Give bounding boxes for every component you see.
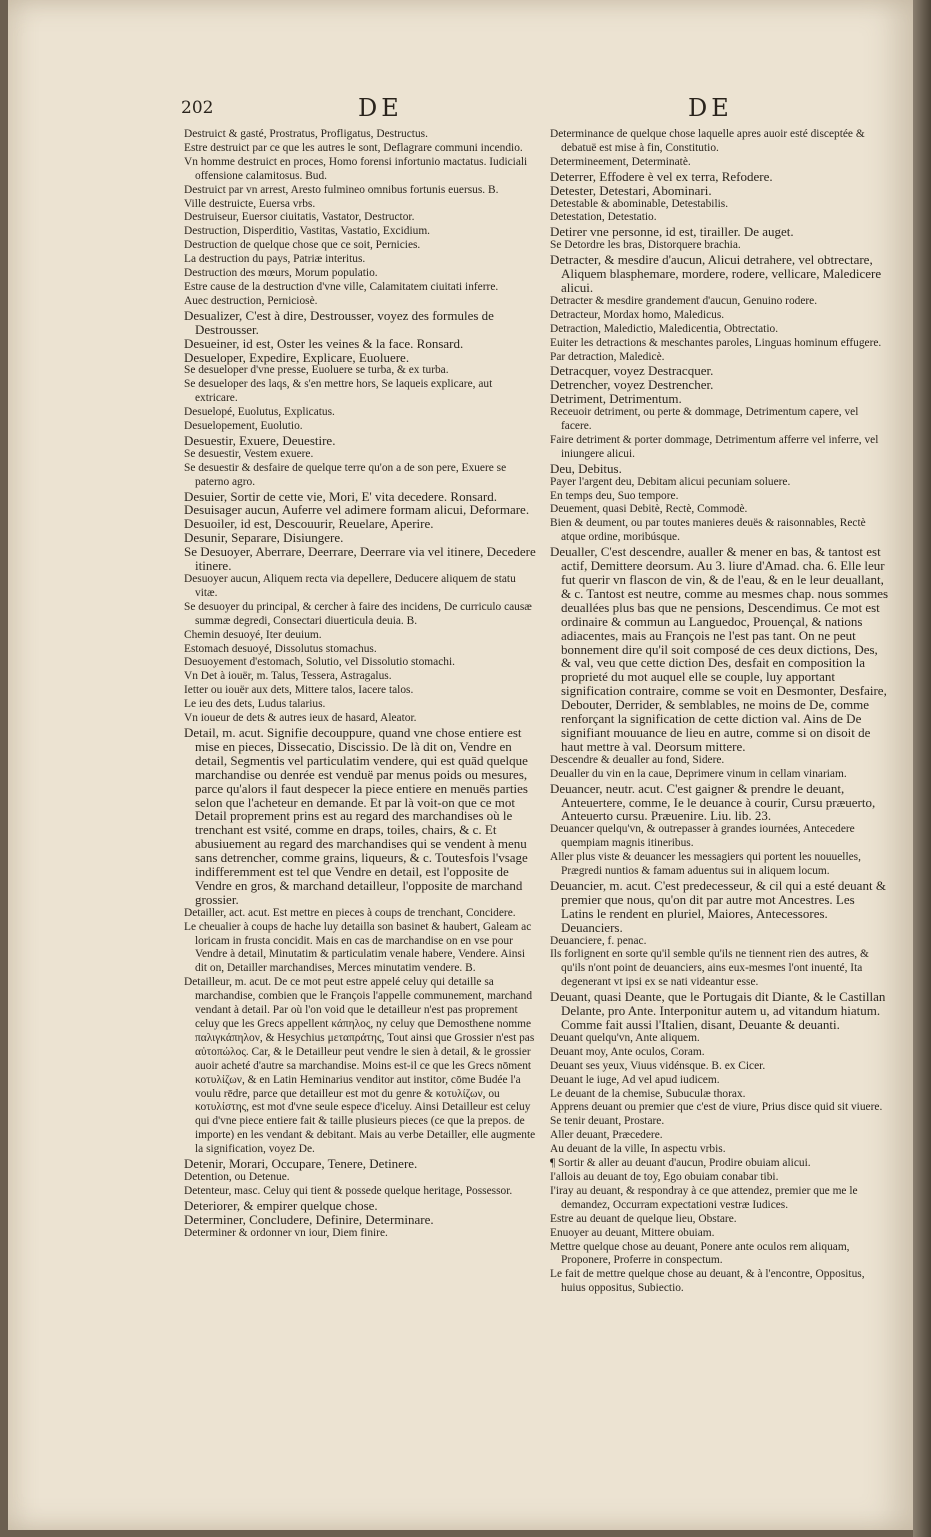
- dictionary-entry: Se desuoyer du principal, & cercher à faire des incidens, De curriculo causæ summæ degredi, Consectari diuerticula deuia. B.: [184, 600, 532, 627]
- dictionary-entry: Se Desuoyer, Aberrare, Deerrare, Deerrare via vel itinere, Decedere itinere.: [184, 544, 536, 574]
- dictionary-entry: Desuestir, Exuere, Deuestire.: [184, 432, 336, 448]
- page-edge: [913, 0, 931, 1537]
- dictionary-entry: Detailler, act. acut. Est mettre en pieces à coups de trenchant, Concidere.: [184, 906, 516, 919]
- dictionary-entry: Deteriorer, & empirer quelque chose.: [184, 1197, 378, 1213]
- dictionary-entry: Euiter les detractions & meschantes paroles, Linguas hominum effugere.: [550, 336, 882, 349]
- dictionary-entry: Desuoyement d'estomach, Solutio, vel Dissolutio stomachi.: [184, 656, 455, 669]
- dictionary-entry: Determiner, Concludere, Definire, Determinare.: [184, 1211, 434, 1227]
- dictionary-entry: Deualler, C'est descendre, aualler & mener en bas, & tantost est actif, Demittere deorsum. Au 3. liure d'Amad. cha. 6. Elle leur fut querir vn flascon de vin, & de l'eau, & en le leur deuallant, & c. Tantost est neutre, comme au mesmes chap. nous sommes deuallées plus bas que ne pensions, Descendimus. Ce mot est ordinaire & commun au Languedoc, Prouençal, & nations adiacentes, mais au François ne l'est pas tant. On ne peut bonnement dire qu'il soit composé de ces deux dictions, Des, & val, veu que cette diction Des, desfait en composition la proprieté du mot auquel elle se couple, luy apportant signification contraire, comme se voit en Desmonter, Desfaire, Debouter, Derrider, & semblables, ne moins de De, comme renforçant la signification de cette diction val. Ains de De signifiant mouuance de lieu en autre, comme si on disoit de haut mettre à val. Deorsum mittere.: [550, 544, 889, 754]
- dictionary-entry: Aller deuant, Præcedere.: [550, 1129, 663, 1142]
- dictionary-entry: Desuier, Sortir de cette vie, Mori, E' vita decedere. Ronsard.: [184, 488, 497, 504]
- dictionary-entry: Deuancer quelqu'vn, & outrepasser à grandes iournées, Antecedere quempiam magnis itineribus.: [550, 823, 855, 850]
- dictionary-entry: En temps deu, Suo tempore.: [550, 489, 679, 502]
- dictionary-entry: Se desueloper des laqs, & s'en mettre hors, Se laqueis explicare, aut extricare.: [184, 378, 493, 405]
- dictionary-entry: Bien & deument, ou par toutes manieres deuës & raisonnables, Rectè atque ordine, moribúsque.: [550, 517, 866, 544]
- dictionary-entry: Vn ioueur de dets & autres ieux de hasard, Aleator.: [184, 712, 417, 725]
- dictionary-entry: Detenir, Morari, Occupare, Tenere, Detinere.: [184, 1156, 418, 1172]
- dictionary-entry: Desuelopement, Euolutio.: [184, 420, 303, 433]
- dictionary-entry: Par detraction, Maledicè.: [550, 350, 665, 363]
- dictionary-entry: Determineement, Determinatè.: [550, 155, 691, 168]
- dictionary-entry: Deuancier, m. acut. C'est predecesseur, & cil qui a esté deuant & premier que nous, qu'on dit par autre mot Ancestres. Les Latins le rendent en pluriel, Maiores, Antecessores. Deuanciers.: [550, 877, 886, 935]
- dictionary-entry: Detracteur, Mordax homo, Maledicus.: [550, 308, 725, 321]
- dictionary-entry: Receuoir detriment, ou perte & dommage, Detrimentum capere, vel facere.: [550, 406, 859, 433]
- dictionary-entry: Desunir, Separare, Disiungere.: [184, 530, 344, 546]
- dictionary-entry: Deuant le iuge, Ad vel apud iudicem.: [550, 1073, 720, 1086]
- dictionary-entry: Estomach desuoyé, Dissolutus stomachus.: [184, 642, 377, 655]
- dictionary-entry: Deuant quelqu'vn, Ante aliquem.: [550, 1031, 700, 1044]
- dictionary-entry: Deualler du vin en la caue, Deprimere vinum in cellam vinariam.: [550, 767, 847, 780]
- dictionary-entry: Detention, ou Detenue.: [184, 1170, 290, 1183]
- dictionary-entry: Se Detordre les bras, Distorquere brachia.: [550, 239, 741, 252]
- dictionary-entry: Detestable & abominable, Detestabilis.: [550, 197, 729, 210]
- dictionary-entry: Le ieu des dets, Ludus talarius.: [184, 698, 326, 711]
- dictionary-entry: Detrencher, voyez Destrencher.: [550, 377, 714, 393]
- dictionary-entry: Deuant, quasi Deante, que le Portugais dit Diante, & le Castillan Delante, pro Ante. Interponitur autem u, ad vitandum hiatum. Comme fait aussi l'Italien, disant, Deuante & deuanti.: [550, 989, 886, 1032]
- dictionary-entry: Desuoiler, id est, Descouurir, Reuelare, Aperire.: [184, 516, 434, 532]
- dictionary-entry: Detester, Detestari, Abominari.: [550, 182, 712, 198]
- dictionary-entry: Se desuestir & desfaire de quelque terre qu'on a de son pere, Exuere se paterno agro.: [184, 461, 507, 488]
- dictionary-entry: La destruction du pays, Patriæ interitus.: [184, 253, 366, 266]
- dictionary-entry: Determiner & ordonner vn iour, Diem finire.: [184, 1226, 388, 1239]
- dictionary-entry: Deterrer, Effodere è vel ex terra, Refodere.: [550, 168, 773, 184]
- dictionary-entry: Detenteur, masc. Celuy qui tient & possede quelque heritage, Possessor.: [184, 1184, 513, 1197]
- dictionary-entry: Aller plus viste & deuancer les messagiers qui portent les nouuelles, Prægredi nuntios & famam aduentus sui in aliquem locum.: [550, 851, 861, 878]
- dictionary-entry: Ils forlignent en sorte qu'il semble qu'ils ne tiennent rien des autres, & qu'ils n'ont point de deuanciers, ains eux-mesmes l'ont inuenté, Ita degenerant vt ipsi ex se nati videantur esse.: [550, 948, 869, 989]
- dictionary-entry: Destruction des mœurs, Morum populatio.: [184, 267, 378, 280]
- dictionary-entry: Deu, Debitus.: [550, 460, 622, 476]
- dictionary-entry: I'allois au deuant de toy, Ego obuiam conabar tibi.: [550, 1170, 779, 1183]
- dictionary-entry: Detraction, Maledictio, Maledicentia, Obtrectatio.: [550, 322, 779, 335]
- dictionary-entry: Deuant moy, Ante oculos, Coram.: [550, 1045, 705, 1058]
- running-head-right: DE: [688, 94, 733, 122]
- dictionary-entry: Apprens deuant ou premier que c'est de viure, Prius disce quid sit viuere.: [550, 1101, 883, 1114]
- dictionary-entry: Deuement, quasi Debitè, Rectè, Commodè.: [550, 503, 748, 516]
- dictionary-entry: Detracter & mesdire grandement d'aucun, Genuino rodere.: [550, 294, 818, 307]
- dictionary-entry: I'iray au deuant, & respondray à ce que attendez, premier que me le demandez, Occurram expectationi vestræ Iudices.: [550, 1184, 858, 1211]
- dictionary-entry: Determinance de quelque chose laquelle apres auoir esté disceptée & debatuë est mise à fin, Constitutio.: [550, 128, 865, 154]
- dictionary-entry: Ville destruicte, Euersa vrbs.: [184, 197, 316, 210]
- dictionary-entry: Se desuestir, Vestem exuere.: [184, 447, 314, 460]
- dictionary-entry: Deuant ses yeux, Viuus vidénsque. B. ex Cicer.: [550, 1059, 766, 1072]
- dictionary-page: [8, 0, 913, 1530]
- dictionary-entry: Detestation, Detestatio.: [550, 211, 657, 224]
- dictionary-entry: Ietter ou iouër aux dets, Mittere talos, Iacere talos.: [184, 684, 414, 697]
- dictionary-entry: Desuelopé, Euolutus, Explicatus.: [184, 406, 335, 419]
- page-header: [8, 94, 913, 128]
- dictionary-entry: Le cheualier à coups de hache luy detailla son basinet & haubert, Galeam ac loricam in frusta concidit. Mais en cas de marchandise on en vse pour Vendre à detail, Minutatim & particulatim venale habere, Vendere. Ainsi dit on, Detailler marchandises, Merces minutatim vendere. B.: [184, 920, 532, 975]
- dictionary-entry: Auec destruction, Perniciosè.: [184, 294, 318, 307]
- dictionary-entry: Vn homme destruict en proces, Homo forensi infortunio mactatus. Iudiciali offensione calamitosus. Bud.: [184, 155, 528, 182]
- dictionary-entry: ¶ Sortir & aller au deuant d'aucun, Prodire obuiam alicui.: [550, 1157, 811, 1170]
- dictionary-entry: Mettre quelque chose au deuant, Ponere ante oculos rem aliquam, Proponere, Proferre in conspectum.: [550, 1240, 850, 1267]
- dictionary-entry: Le deuant de la chemise, Subuculæ thorax.: [550, 1087, 746, 1100]
- dictionary-entry: Detracquer, voyez Destracquer.: [550, 363, 714, 379]
- dictionary-entry: Detirer vne personne, id est, tirailler. De auget.: [550, 224, 794, 240]
- dictionary-entry: Estre au deuant de quelque lieu, Obstare.: [550, 1212, 737, 1225]
- dictionary-entry: Payer l'argent deu, Debitam alicui pecuniam soluere.: [550, 475, 791, 488]
- dictionary-entry: Se desueloper d'vne presse, Euoluere se turba, & ex turba.: [184, 364, 449, 377]
- dictionary-entry: Destruict par vn arrest, Aresto fulmineo omnibus fortunis euersus. B.: [184, 183, 499, 196]
- dictionary-entry: Descendre & deualler au fond, Sidere.: [550, 753, 725, 766]
- dictionary-entry: Deuancer, neutr. acut. C'est gaigner & prendre le deuant, Anteuertere, comme, Ie le deuance à courir, Cursu præuerto, Anteuerto cursu. Præuenire. Liu. lib. 23.: [550, 780, 876, 824]
- dictionary-entry: Au deuant de la ville, In aspectu vrbis.: [550, 1143, 726, 1156]
- dictionary-entry: Le fait de mettre quelque chose au deuant, & à l'encontre, Oppositus, huius oppositus, Subiectio.: [550, 1268, 865, 1295]
- dictionary-entry: Desuisager aucun, Auferre vel adimere formam alicui, Deformare.: [184, 502, 530, 518]
- dictionary-entry: Destruction, Disperditio, Vastitas, Vastatio, Excidium.: [184, 225, 431, 238]
- dictionary-entry: Desualizer, C'est à dire, Destrousser, voyez des formules de Destrousser.: [184, 307, 494, 337]
- dictionary-entry: Desuoyer aucun, Aliquem recta via depellere, Deducere aliquem de statu vitæ.: [184, 573, 516, 599]
- dictionary-entry: Chemin desuoyé, Iter deuium.: [184, 628, 322, 641]
- right-column: [550, 128, 890, 1296]
- dictionary-entry: Estre cause de la destruction d'vne ville, Calamitatem ciuitati inferre.: [184, 280, 499, 293]
- dictionary-entry: Estre destruict par ce que les autres le sont, Deflagrare communi incendio.: [184, 141, 523, 154]
- dictionary-entry: Detail, m. acut. Signifie decouppure, quand vne chose entiere est mise en pieces, Dissecatio, Discissio. De là dit on, Vendre en detail, Segmentis vel particulatim vendere, qui est quād quelque marchandise ou denrée est venduë par menus poids ou mesures, parce qu'alors il faut despecer la piece entiere en menuës parties selon que l'acheteur en demande. Et par là voit-on que ce mot Detail proprement prins est au regard des marchandises où le trenchant est vsité, comme en draps, toiles, chairs, & c. Et abusiuement au regard des marchandises qui se vendent à menu sans detrencher, comme grains, liqueurs, & c. Toutesfois l'vsage indifferemment est tel que Vendre en detail, est l'opposite de Vendre en gros, & marchand detailleur, l'opposite de marchand grossier.: [184, 724, 528, 907]
- page-number: 202: [181, 98, 214, 118]
- left-column: [184, 128, 536, 1241]
- dictionary-entry: Desueiner, id est, Oster les veines & la face. Ronsard.: [184, 335, 464, 351]
- dictionary-entry: Detailleur, m. acut. De ce mot peut estre appelé celuy qui detaille sa marchandise, combien que le François l'appelle communement, marchand vendant à detail. Par où l'on void que le detailleur n'est pas proprement celuy que les Grecs appellent κάπηλος, ny celuy que Demosthene nomme παλιγκάπηλον, & Hesychius μεταπράτης, Tout ainsi que Grossier n'est pas αὐτοπώλος. Car, & le Detailleur peut vendre le sien à detail, & le grossier auoir acheté d'autre sa marchandise. Moins est-il ce que les Grecs nōment κοτυλίζων, & en Latin Heminarius venditor aut institor, cōme Budée l'a voulu rēdre, parce que detailleur est mot du genre & κοτυλίζων, ou κοτυλίστης, est mot d'vne seule espece d'iceluy. Ainsi Detailleur est celuy qui d'vne piece entiere fait & taille plusieurs pieces (ce que la prepos. de importe) en les vendant & debitant. Mais au verbe Detailler, elle augmente la signification, voyez De.: [184, 976, 536, 1156]
- dictionary-entry: Destruction de quelque chose que ce soit, Pernicies.: [184, 239, 421, 252]
- dictionary-entry: Detriment, Detrimentum.: [550, 391, 682, 407]
- dictionary-entry: Desueloper, Expedire, Explicare, Euoluere.: [184, 349, 410, 365]
- dictionary-entry: Deuanciere, f. penac.: [550, 934, 647, 947]
- running-head-left: DE: [358, 94, 403, 122]
- dictionary-entry: Enuoyer au deuant, Mittere obuiam.: [550, 1226, 715, 1239]
- dictionary-entry: Se tenir deuant, Prostare.: [550, 1115, 665, 1128]
- dictionary-entry: Destruict & gasté, Prostratus, Profligatus, Destructus.: [184, 128, 428, 140]
- dictionary-entry: Vn Det à iouër, m. Talus, Tessera, Astragalus.: [184, 670, 392, 683]
- dictionary-entry: Destruiseur, Euersor ciuitatis, Vastator, Destructor.: [184, 211, 415, 224]
- dictionary-entry: Detracter, & mesdire d'aucun, Alicui detrahere, vel obtrectare, Aliquem blasphemare, mordere, rodere, vellicare, Maledicere alicui.: [550, 252, 882, 295]
- dictionary-entry: Faire detriment & porter dommage, Detrimentum afferre vel inferre, vel iniungere alicui.: [550, 433, 879, 460]
